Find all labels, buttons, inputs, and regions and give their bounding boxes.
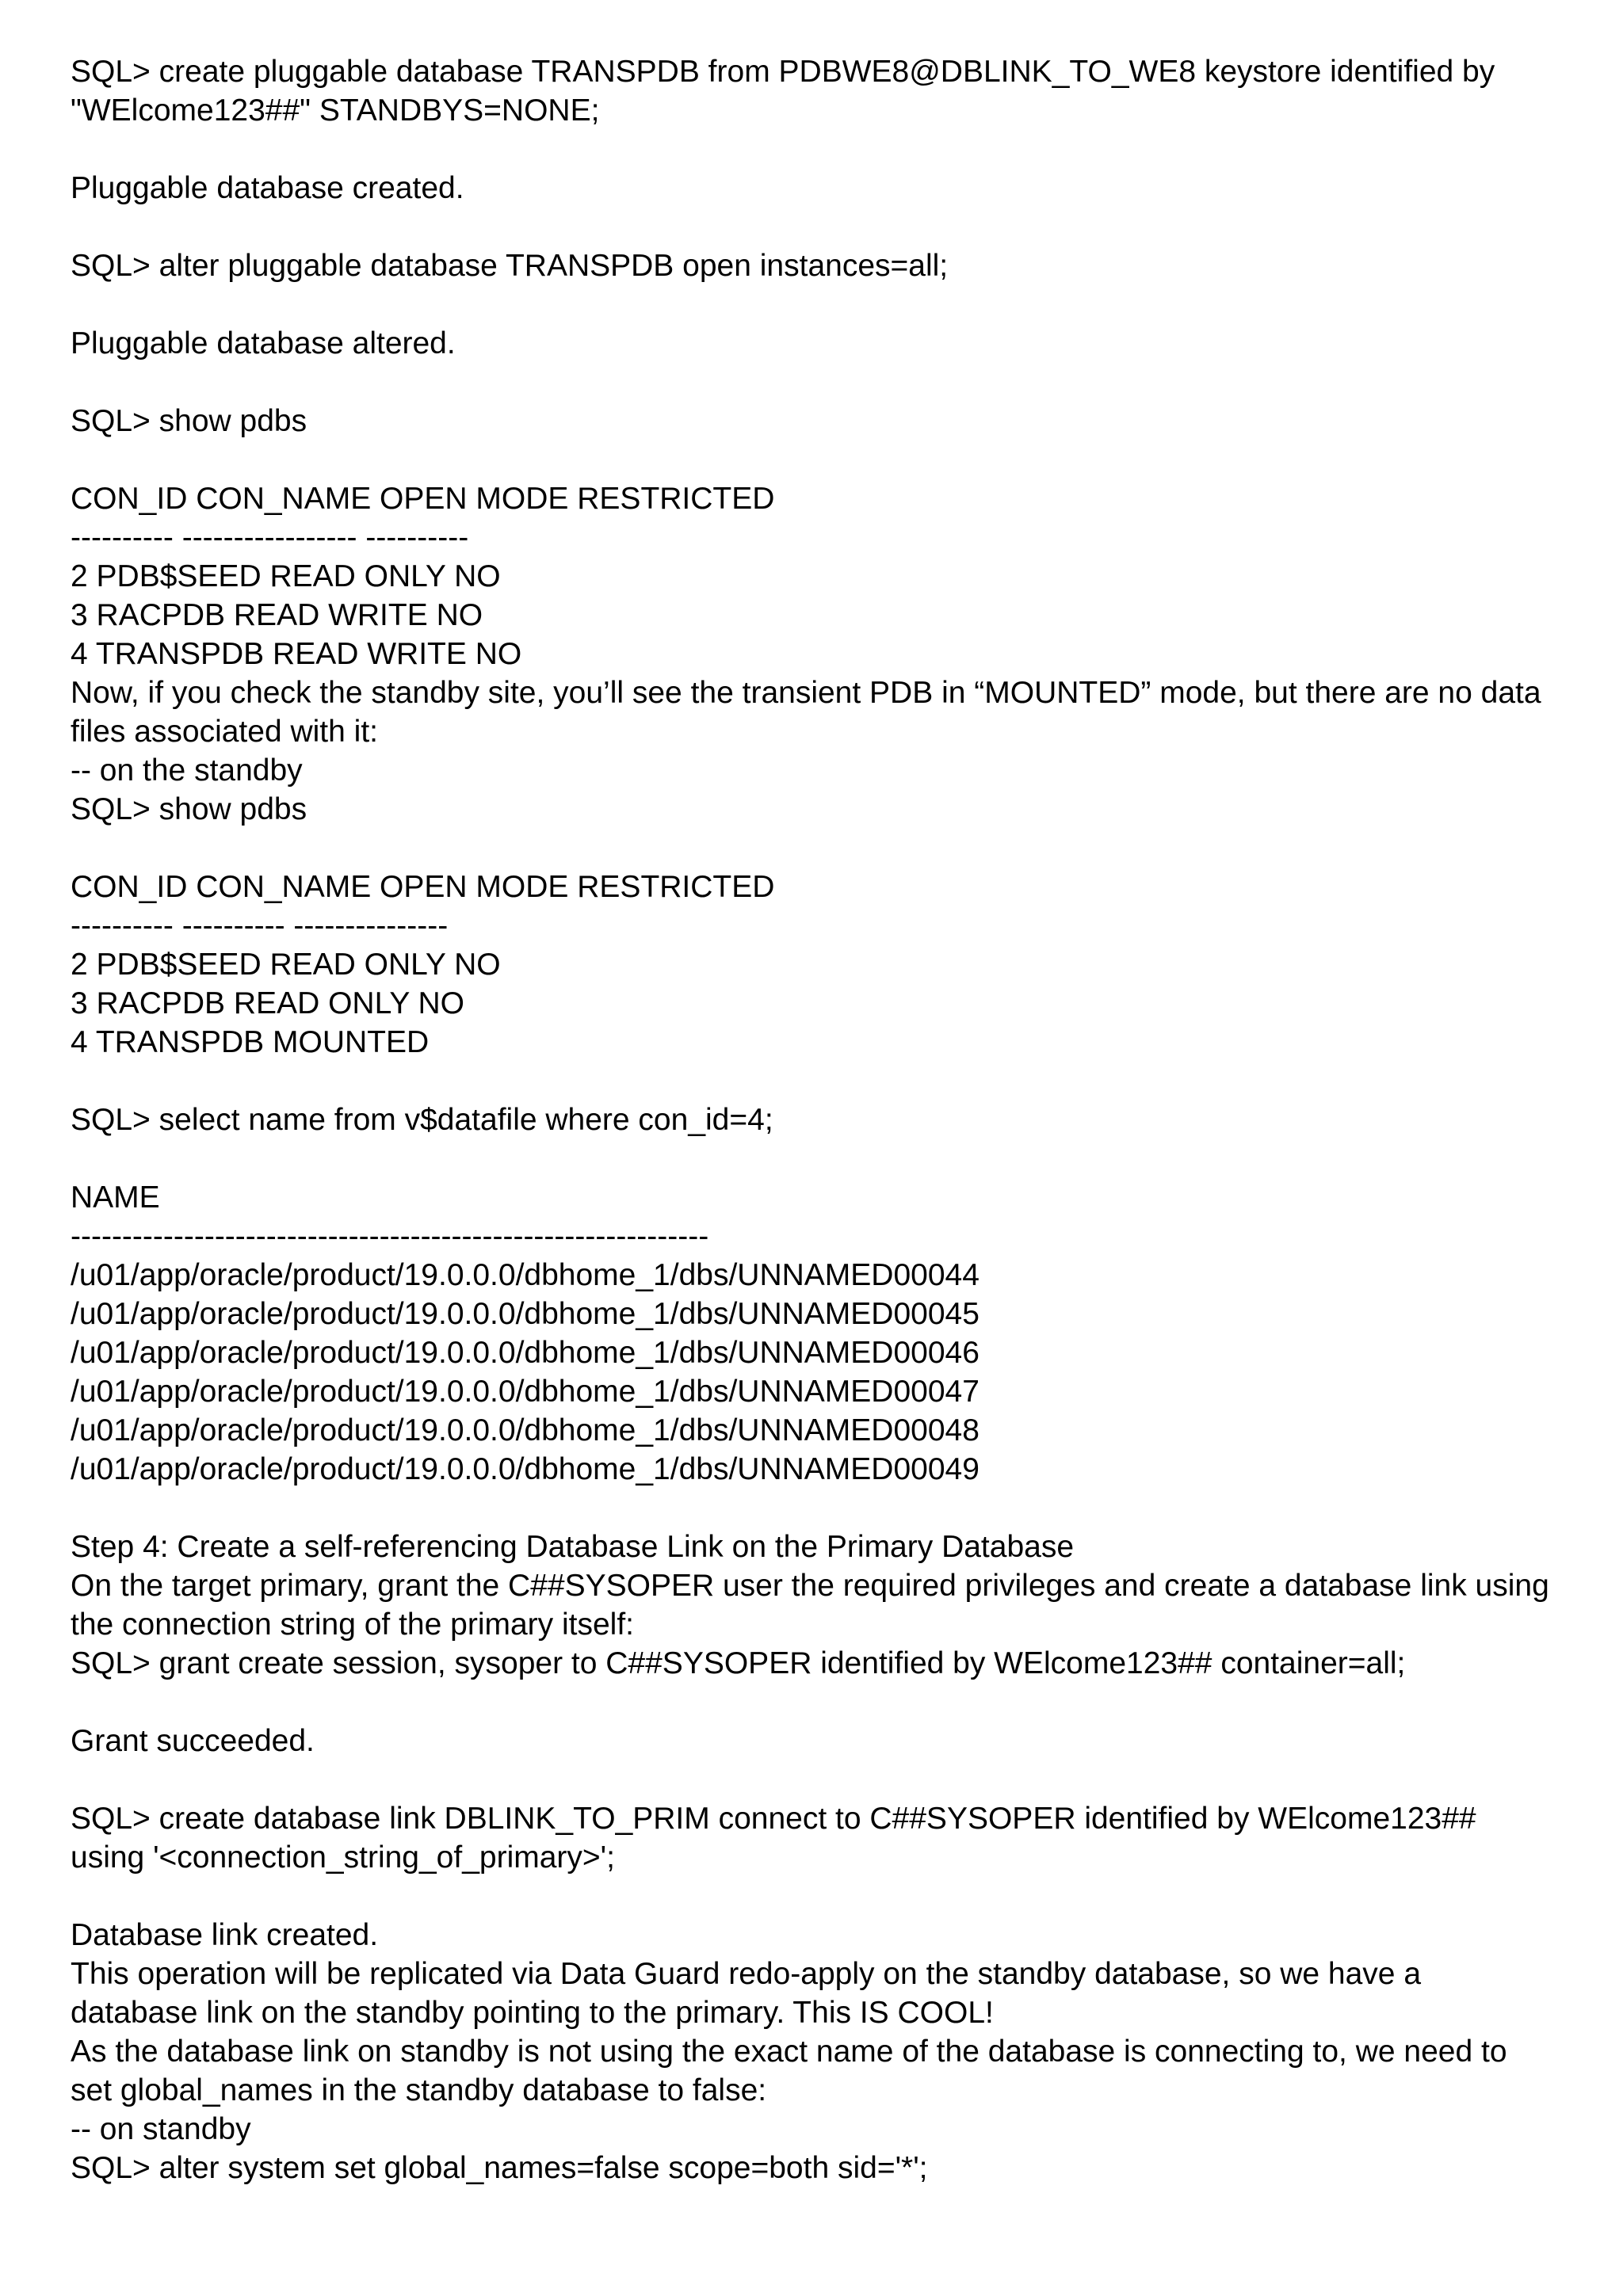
blank-line <box>71 363 1576 402</box>
text-line: /u01/app/oracle/product/19.0.0.0/dbhome_1/dbs/UNNAMED00049 <box>71 1452 980 1486</box>
text-line: -------------------------------------------------------------- <box>71 1219 709 1253</box>
text-line: database link on the standby pointing to the primary. This IS COOL! <box>71 1996 994 2030</box>
text-line: SQL> create database link DBLINK_TO_PRIM connect to C##SYSOPER identified by WElcome123## <box>71 1802 1476 1836</box>
text-line: SQL> alter system set global_names=false scope=both sid='*'; <box>71 2151 928 2185</box>
text-line: -- on the standby <box>71 753 303 788</box>
text-line: SQL> show pdbs <box>71 792 307 826</box>
text-line: /u01/app/oracle/product/19.0.0.0/dbhome_1/dbs/UNNAMED00046 <box>71 1336 980 1370</box>
text-line: ---------- ---------- --------------- <box>71 909 449 943</box>
blank-line <box>71 441 1576 479</box>
text-line: CON_ID CON_NAME OPEN MODE RESTRICTED <box>71 870 775 904</box>
text-line: On the target primary, grant the C##SYSOPER user the required privileges and create a database link using <box>71 1569 1549 1603</box>
text-line: CON_ID CON_NAME OPEN MODE RESTRICTED <box>71 482 775 516</box>
text-line: Now, if you check the standby site, you’ll see the transient PDB in “MOUNTED” mode, but there are no data <box>71 676 1541 710</box>
text-line: SQL> create pluggable database TRANSPDB from PDBWE8@DBLINK_TO_WE8 keystore identified by <box>71 55 1495 89</box>
text-line: ---------- ----------------- ---------- <box>71 521 469 555</box>
blank-line <box>71 1489 1576 1527</box>
blank-line <box>71 1683 1576 1722</box>
text-line: 3 RACPDB READ WRITE NO <box>71 598 483 632</box>
text-line: /u01/app/oracle/product/19.0.0.0/dbhome_1/dbs/UNNAMED00044 <box>71 1258 980 1292</box>
text-line: NAME <box>71 1180 160 1215</box>
text-line: /u01/app/oracle/product/19.0.0.0/dbhome_1/dbs/UNNAMED00048 <box>71 1413 980 1447</box>
text-line: using '<connection_string_of_primary>'; <box>71 1840 615 1875</box>
text-line: SQL> alter pluggable database TRANSPDB open instances=all; <box>71 249 949 283</box>
text-line: SQL> select name from v$datafile where con_id=4; <box>71 1103 773 1137</box>
text-line: Database link created. <box>71 1918 379 1952</box>
text-line: /u01/app/oracle/product/19.0.0.0/dbhome_1/dbs/UNNAMED00045 <box>71 1297 980 1331</box>
text-line: set global_names in the standby database to false: <box>71 2073 767 2107</box>
text-line: 2 PDB$SEED READ ONLY NO <box>71 559 501 593</box>
text-line: 4 TRANSPDB READ WRITE NO <box>71 637 522 671</box>
blank-line <box>71 208 1576 246</box>
blank-line <box>71 1139 1576 1178</box>
text-line: SQL> show pdbs <box>71 404 307 438</box>
text-line: Grant succeeded. <box>71 1724 315 1758</box>
text-line: 3 RACPDB READ ONLY NO <box>71 986 465 1020</box>
blank-line <box>71 130 1576 169</box>
text-line: files associated with it: <box>71 715 379 749</box>
text-line: Pluggable database altered. <box>71 326 456 360</box>
blank-line <box>71 1760 1576 1799</box>
text-line: the connection string of the primary itself: <box>71 1608 635 1642</box>
blank-line <box>71 1062 1576 1100</box>
text-line: Step 4: Create a self-referencing Database Link on the Primary Database <box>71 1530 1075 1564</box>
text-line: 2 PDB$SEED READ ONLY NO <box>71 948 501 982</box>
text-line: As the database link on standby is not using the exact name of the database is connecting to, we need to <box>71 2035 1507 2069</box>
blank-line <box>71 829 1576 868</box>
text-line: 4 TRANSPDB MOUNTED <box>71 1025 430 1059</box>
text-line: "WElcome123##" STANDBYS=NONE; <box>71 93 600 128</box>
blank-line <box>71 1877 1576 1916</box>
text-line: SQL> grant create session, sysoper to C##SYSOPER identified by WElcome123## container=all; <box>71 1646 1406 1680</box>
blank-line <box>71 285 1576 324</box>
text-line: -- on standby <box>71 2112 251 2146</box>
text-line: Pluggable database created. <box>71 171 464 205</box>
text-line: This operation will be replicated via Data Guard redo-apply on the standby database, so we have a <box>71 1957 1422 1991</box>
document-body <box>71 52 1576 2187</box>
text-line: /u01/app/oracle/product/19.0.0.0/dbhome_1/dbs/UNNAMED00047 <box>71 1375 980 1409</box>
